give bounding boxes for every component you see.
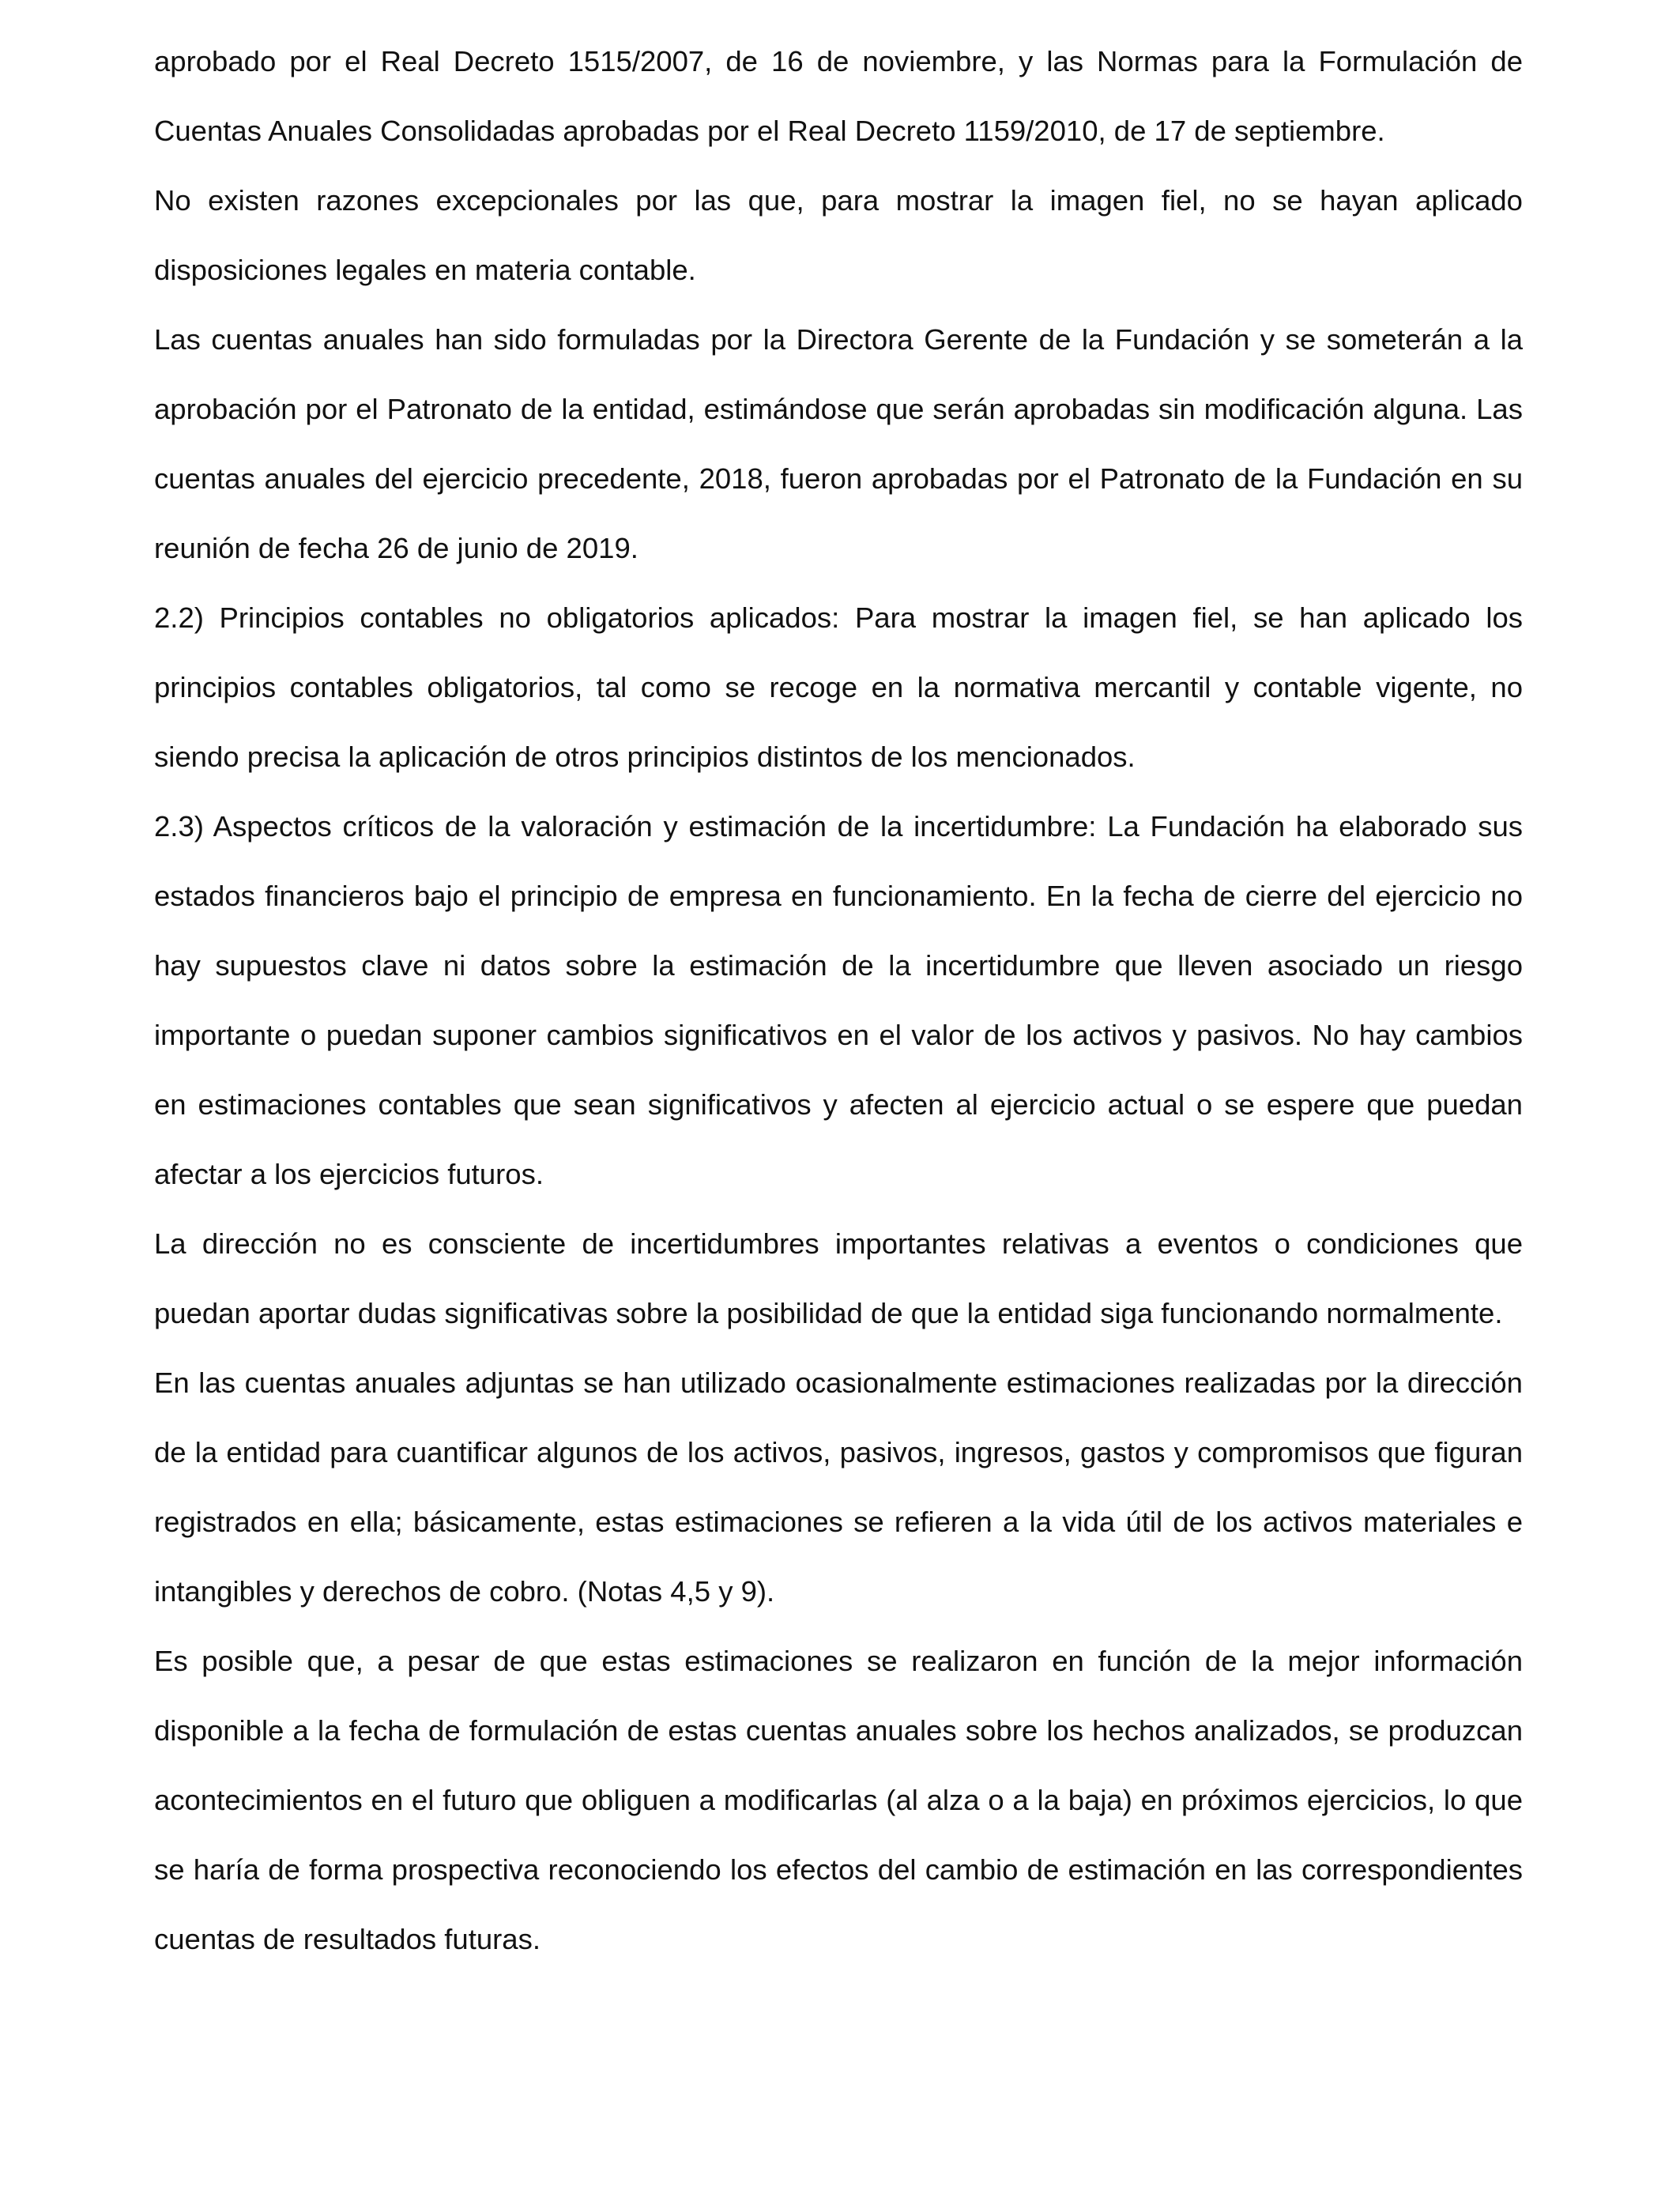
document-body xyxy=(154,27,1523,1974)
paragraph-management-uncertainties: La dirección no es consciente de incertidumbres importantes relativas a eventos o condiciones que puedan aportar dudas significativas sobre la posibilidad de que la entidad siga funcionando normalmente. xyxy=(154,1227,1523,1329)
paragraph-future-events: Es posible que, a pesar de que estas estimaciones se realizaron en función de la mejor información disponible a la fecha de formulación de estas cuentas anuales sobre los hechos analizados, se produzcan acontecimientos en el futuro que obliguen a modificarlas (al alza o a la baja) en próximos ejercicios, lo que se haría de forma prospectiva reconociendo los efectos del cambio de estimación en las correspondientes cuentas de resultados futuras. xyxy=(154,1645,1523,1955)
paragraph-no-exceptional-reasons: No existen razones excepcionales por las que, para mostrar la imagen fiel, no se hayan aplicado disposiciones legales en materia contable. xyxy=(154,184,1523,286)
paragraph-estimates-used: En las cuentas anuales adjuntas se han utilizado ocasionalmente estimaciones realizadas por la dirección de la entidad para cuantificar algunos de los activos, pasivos, ingresos, gastos y compromisos que figuran registrados en ella; básicamente, estas estimaciones se refieren a la vida útil de los activos materiales e intangibles y derechos de cobro. (Notas 4,5 y 9). xyxy=(154,1367,1523,1608)
paragraph-legal-framework: aprobado por el Real Decreto 1515/2007, de 16 de noviembre, y las Normas para la Formulación de Cuentas Anuales Consolidadas aprobadas por el Real Decreto 1159/2010, de 17 de septiembre. xyxy=(154,45,1523,147)
paragraph-section-2-2: 2.2) Principios contables no obligatorios aplicados: Para mostrar la imagen fiel, se han aplicado los principios contables obligatorios, tal como se recoge en la normativa mercantil y contable vigente, no siendo precisa la aplicación de otros principios distintos de los mencionados. xyxy=(154,601,1523,773)
paragraph-section-2-3: 2.3) Aspectos críticos de la valoración y estimación de la incertidumbre: La Fundación ha elaborado sus estados financieros bajo el principio de empresa en funcionamiento. En la fecha de cierre del ejercicio no hay supuestos clave ni datos sobre la estimación de la incertidumbre que lleven asociado un riesgo importante o puedan suponer cambios significativos en el valor de los activos y pasivos. No hay cambios en estimaciones contables que sean significativos y afecten al ejercicio actual o se espere que puedan afectar a los ejercicios futuros. xyxy=(154,810,1523,1190)
paragraph-accounts-approval: Las cuentas anuales han sido formuladas por la Directora Gerente de la Fundación y se someterán a la aprobación por el Patronato de la entidad, estimándose que serán aprobadas sin modificación alguna. Las cuentas anuales del ejercicio precedente, 2018, fueron aprobadas por el Patronato de la Fundación en su reunión de fecha 26 de junio de 2019. xyxy=(154,323,1523,564)
